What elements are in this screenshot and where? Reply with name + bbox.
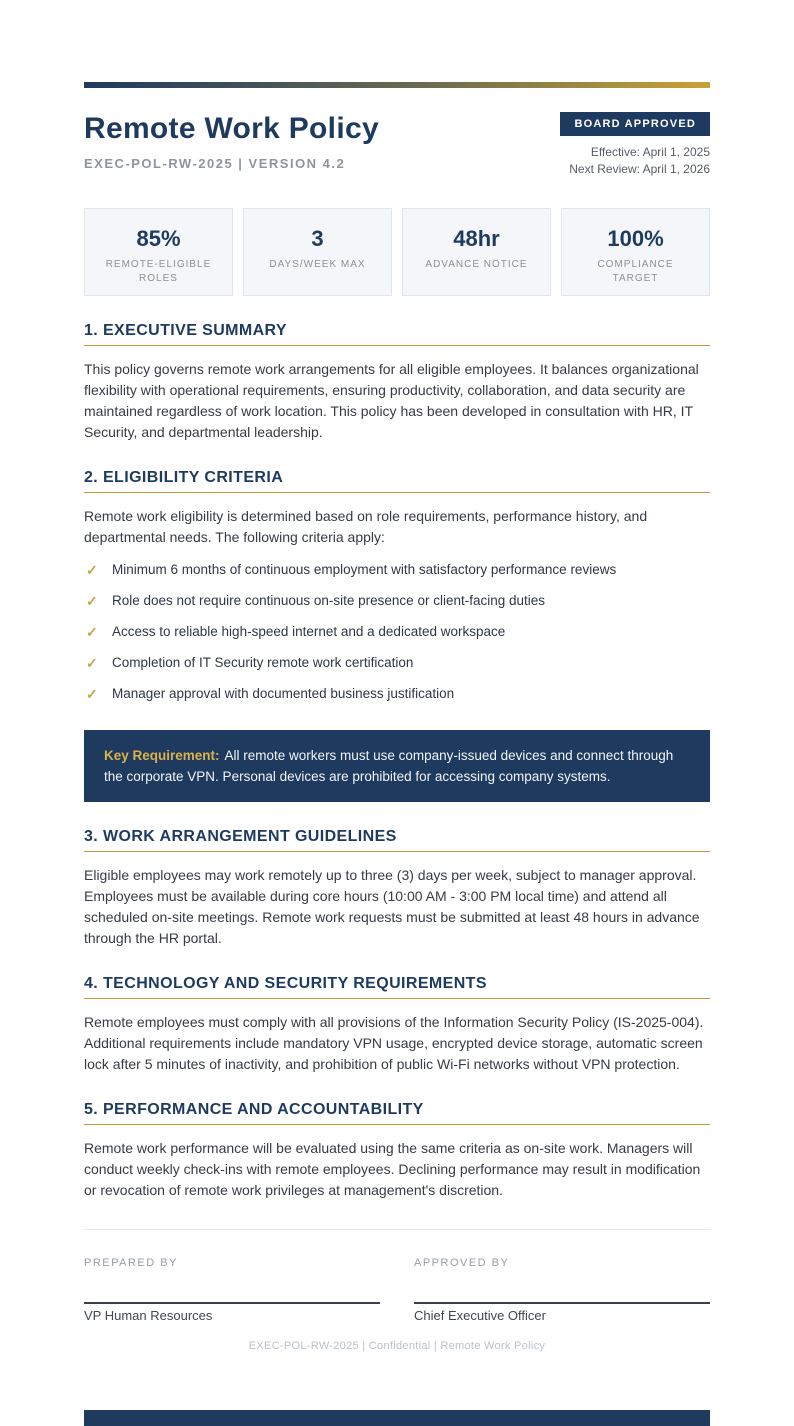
callout-label: Key Requirement:	[104, 748, 220, 763]
signature-block	[84, 1256, 710, 1324]
stat-card-days-week	[243, 208, 392, 296]
checklist-item-text: Role does not require continuous on-site presence or client-facing duties	[112, 593, 546, 608]
checklist-item	[84, 653, 710, 673]
checkmark-icon: ✓	[86, 655, 98, 671]
checklist-item	[84, 560, 710, 580]
section-executive-summary	[84, 322, 710, 443]
checkmark-icon: ✓	[86, 562, 98, 578]
section-technology-security	[84, 975, 710, 1075]
approved-by-name: Chief Executive Officer	[414, 1308, 546, 1323]
callout-text: All remote workers must use company-issued devices and connect through the corporate VPN. Personal devices are prohibited for accessing company systems.	[104, 748, 674, 784]
next-review-date: Next Review: April 1, 2026	[569, 162, 710, 176]
section-body: Remote employees must comply with all provisions of the Information Security Policy (IS-2025-004). Additional requirements include mandatory VPN usage, encrypted device storage, automatic screen lock after 5 minutes of inactivity, and prohibition of public Wi-Fi networks without VPN protection.	[84, 1014, 704, 1072]
stat-card-compliance	[561, 208, 710, 296]
checkmark-icon: ✓	[86, 624, 98, 640]
section-heading: 3. WORK ARRANGEMENT GUIDELINES	[84, 828, 710, 852]
section-heading: 2. ELIGIBILITY CRITERIA	[84, 469, 710, 493]
section-heading: 1. EXECUTIVE SUMMARY	[84, 322, 710, 346]
checklist-item	[84, 622, 710, 642]
prepared-by-name: VP Human Resources	[84, 1308, 213, 1323]
stat-value: 3	[311, 226, 324, 251]
stat-value: 85%	[136, 226, 181, 251]
key-requirement-callout	[84, 730, 710, 802]
stats-row	[84, 208, 710, 296]
section-eligibility-criteria	[84, 469, 710, 704]
stat-label: DAYS/WEEK MAX	[269, 259, 366, 270]
top-accent-bar	[84, 82, 710, 88]
checklist-item-text: Manager approval with documented business justification	[112, 686, 455, 701]
checkmark-icon: ✓	[86, 686, 98, 702]
page-title: Remote Work Policy	[84, 112, 379, 145]
stat-value: 48hr	[453, 226, 500, 251]
stat-card-remote-eligible	[84, 208, 233, 296]
section-body: Remote work eligibility is determined based on role requirements, performance history, and departmental needs. The following criteria apply:	[84, 508, 648, 545]
footer-text: EXEC-POL-RW-2025 | Confidential | Remote Work Policy	[248, 1340, 546, 1352]
checklist-item	[84, 591, 710, 611]
header-meta-block	[560, 112, 710, 178]
section-heading: 5. PERFORMANCE AND ACCOUNTABILITY	[84, 1101, 710, 1125]
stat-value: 100%	[607, 226, 664, 251]
approved-by-label: APPROVED BY	[414, 1257, 510, 1269]
document-header	[84, 112, 710, 178]
prepared-by-column	[84, 1256, 380, 1324]
eligibility-checklist	[84, 560, 710, 704]
checkmark-icon: ✓	[86, 593, 98, 609]
approved-by-column	[414, 1256, 710, 1324]
section-body: Remote work performance will be evaluated using the same criteria as on-site work. Managers will conduct weekly check-ins with remote employees. Declining performance may result in modification or revocation of remote work privileges at management's discretion.	[84, 1140, 701, 1198]
approved-signature-line	[414, 1302, 710, 1304]
stat-label: ADVANCE NOTICE	[425, 259, 528, 270]
section-performance-accountability	[84, 1101, 710, 1201]
footer-divider	[84, 1229, 710, 1230]
section-body: This policy governs remote work arrangements for all eligible employees. It balances organizational flexibility with operational requirements, ensuring productivity, collaboration, and data security are maintained regardless of work location. This policy has been developed in consultation with HR, IT Security, and departmental leadership.	[84, 361, 699, 440]
section-work-arrangement	[84, 828, 710, 949]
stat-card-advance-notice	[402, 208, 551, 296]
checklist-item-text: Completion of IT Security remote work certification	[112, 655, 414, 670]
checklist-item-text: Access to reliable high-speed internet and a dedicated workspace	[112, 624, 506, 639]
checklist-item	[84, 684, 710, 704]
document-id: EXEC-POL-RW-2025 | VERSION 4.2	[84, 156, 346, 171]
stat-label: REMOTE-ELIGIBLE ROLES	[105, 259, 212, 284]
effective-date: Effective: April 1, 2025	[590, 145, 710, 159]
stat-label: COMPLIANCE TARGET	[597, 259, 674, 284]
section-body: Eligible employees may work remotely up to three (3) days per week, subject to manager approval. Employees must be available during core hours (10:00 AM - 3:00 PM local time) and attend all scheduled on-site meetings. Remote work requests must be submitted at least 48 hours in advance through the HR portal.	[84, 867, 700, 946]
header-title-block	[84, 112, 379, 171]
section-heading: 4. TECHNOLOGY AND SECURITY REQUIREMENTS	[84, 975, 710, 999]
bottom-accent-bar	[84, 1410, 710, 1426]
prepared-signature-line	[84, 1302, 380, 1304]
status-badge: BOARD APPROVED	[560, 112, 710, 136]
checklist-item-text: Minimum 6 months of continuous employment with satisfactory performance reviews	[112, 562, 617, 577]
prepared-by-label: PREPARED BY	[84, 1257, 178, 1269]
